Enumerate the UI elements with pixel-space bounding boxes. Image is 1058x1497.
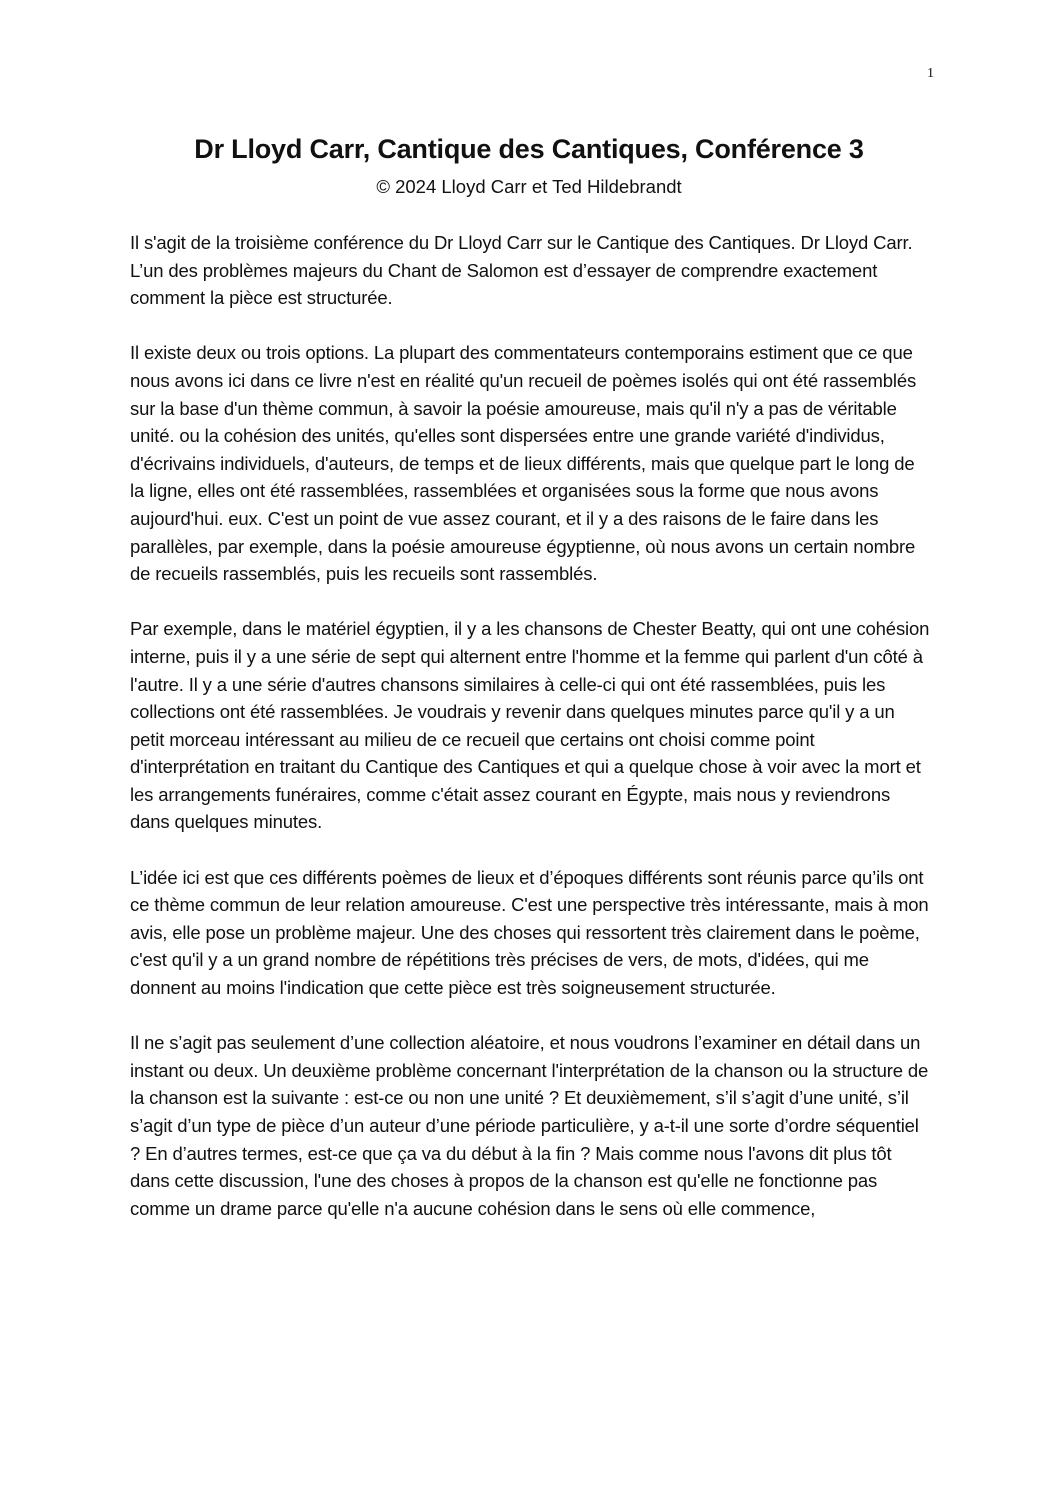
copyright-line: © 2024 Lloyd Carr et Ted Hildebrandt: [376, 176, 682, 197]
paragraph: Il ne s’agit pas seulement d’une collection aléatoire, et nous voudrons l’examiner en détail dans un instant ou deux. Un deuxième problème concernant l'interprétation de la chanson ou la structure de la chanson est la suivante : est-ce ou non une unité ? Et deuxièmement, s’il s’agit d’une unité, s’il s’agit d’un type de pièce d’un auteur d’une période particulière, y a-t-il une sorte d’ordre séquentiel ? En d’autres termes, est-ce que ça va du début à la fin ? Mais comme nous l'avons dit plus tôt dans cette discussion, l'une des choses à propos de la chanson est qu'elle ne fonctionne pas comme un drame parce qu'elle n'a aucune cohésion dans le sens où elle commence,: [130, 1032, 929, 1219]
paragraph: Par exemple, dans le matériel égyptien, il y a les chansons de Chester Beatty, qui ont une cohésion interne, puis il y a une série de sept qui alternent entre l'homme et la femme qui parlent d'un côté à l'autre. Il y a une série d'autres chansons similaires à celle-ci qui ont été rassemblées, puis les collections ont été rassemblées. Je voudrais y revenir dans quelques minutes parce qu'il y a un petit morceau intéressant au milieu de ce recueil que certains ont choisi comme point d'interprétation en traitant du Cantique des Cantiques et qui a quelque chose à voir avec la mort et les arrangements funéraires, comme c'était assez courant en Égypte, mais nous y reviendrons dans quelques minutes.: [130, 618, 930, 833]
paragraph: Il existe deux ou trois options. La plupart des commentateurs contemporains estiment que ce que nous avons ici dans ce livre n'est en réalité qu'un recueil de poèmes isolés qui ont été rassemblés sur la base d'un thème commun, à savoir la poésie amoureuse, mais qu'il n'y a pas de véritable unité. ou la cohésion des unités, qu'elles sont dispersées entre une grande variété d'individus, d'écrivains individuels, d'auteurs, de temps et de lieux différents, mais que quelque part le long de la ligne, elles ont été rassemblées, rassemblées et organisées sous la forme que nous avons aujourd'hui. eux. C'est un point de vue assez courant, et il y a des raisons de le faire dans les parallèles, par exemple, dans la poésie amoureuse égyptienne, où nous avons un certain nombre de recueils rassemblés, puis les recueils sont rassemblés.: [130, 342, 917, 585]
document-body: [130, 229, 930, 1250]
paragraph: L’idée ici est que ces différents poèmes de lieux et d’époques différents sont réunis parce qu’ils ont ce thème commun de leur relation amoureuse. C'est une perspective très intéressante, mais à mon avis, elle pose un problème majeur. Une des choses qui ressortent très clairement dans le poème, c'est qu'il y a un grand nombre de répétitions très précises de vers, de mots, d'idées, qui me donnent au moins l'indication que cette pièce est très soigneusement structurée.: [130, 866, 929, 999]
document-title: Dr Lloyd Carr, Cantique des Cantiques, Conférence 3: [194, 134, 864, 164]
page-number: 1: [927, 66, 934, 81]
paragraph: Il s'agit de la troisième conférence du Dr Lloyd Carr sur le Cantique des Cantiques. Dr Lloyd Carr. L’un des problèmes majeurs du Chant de Salomon est d’essayer de comprendre exactement comment la pièce est structurée.: [130, 232, 913, 309]
